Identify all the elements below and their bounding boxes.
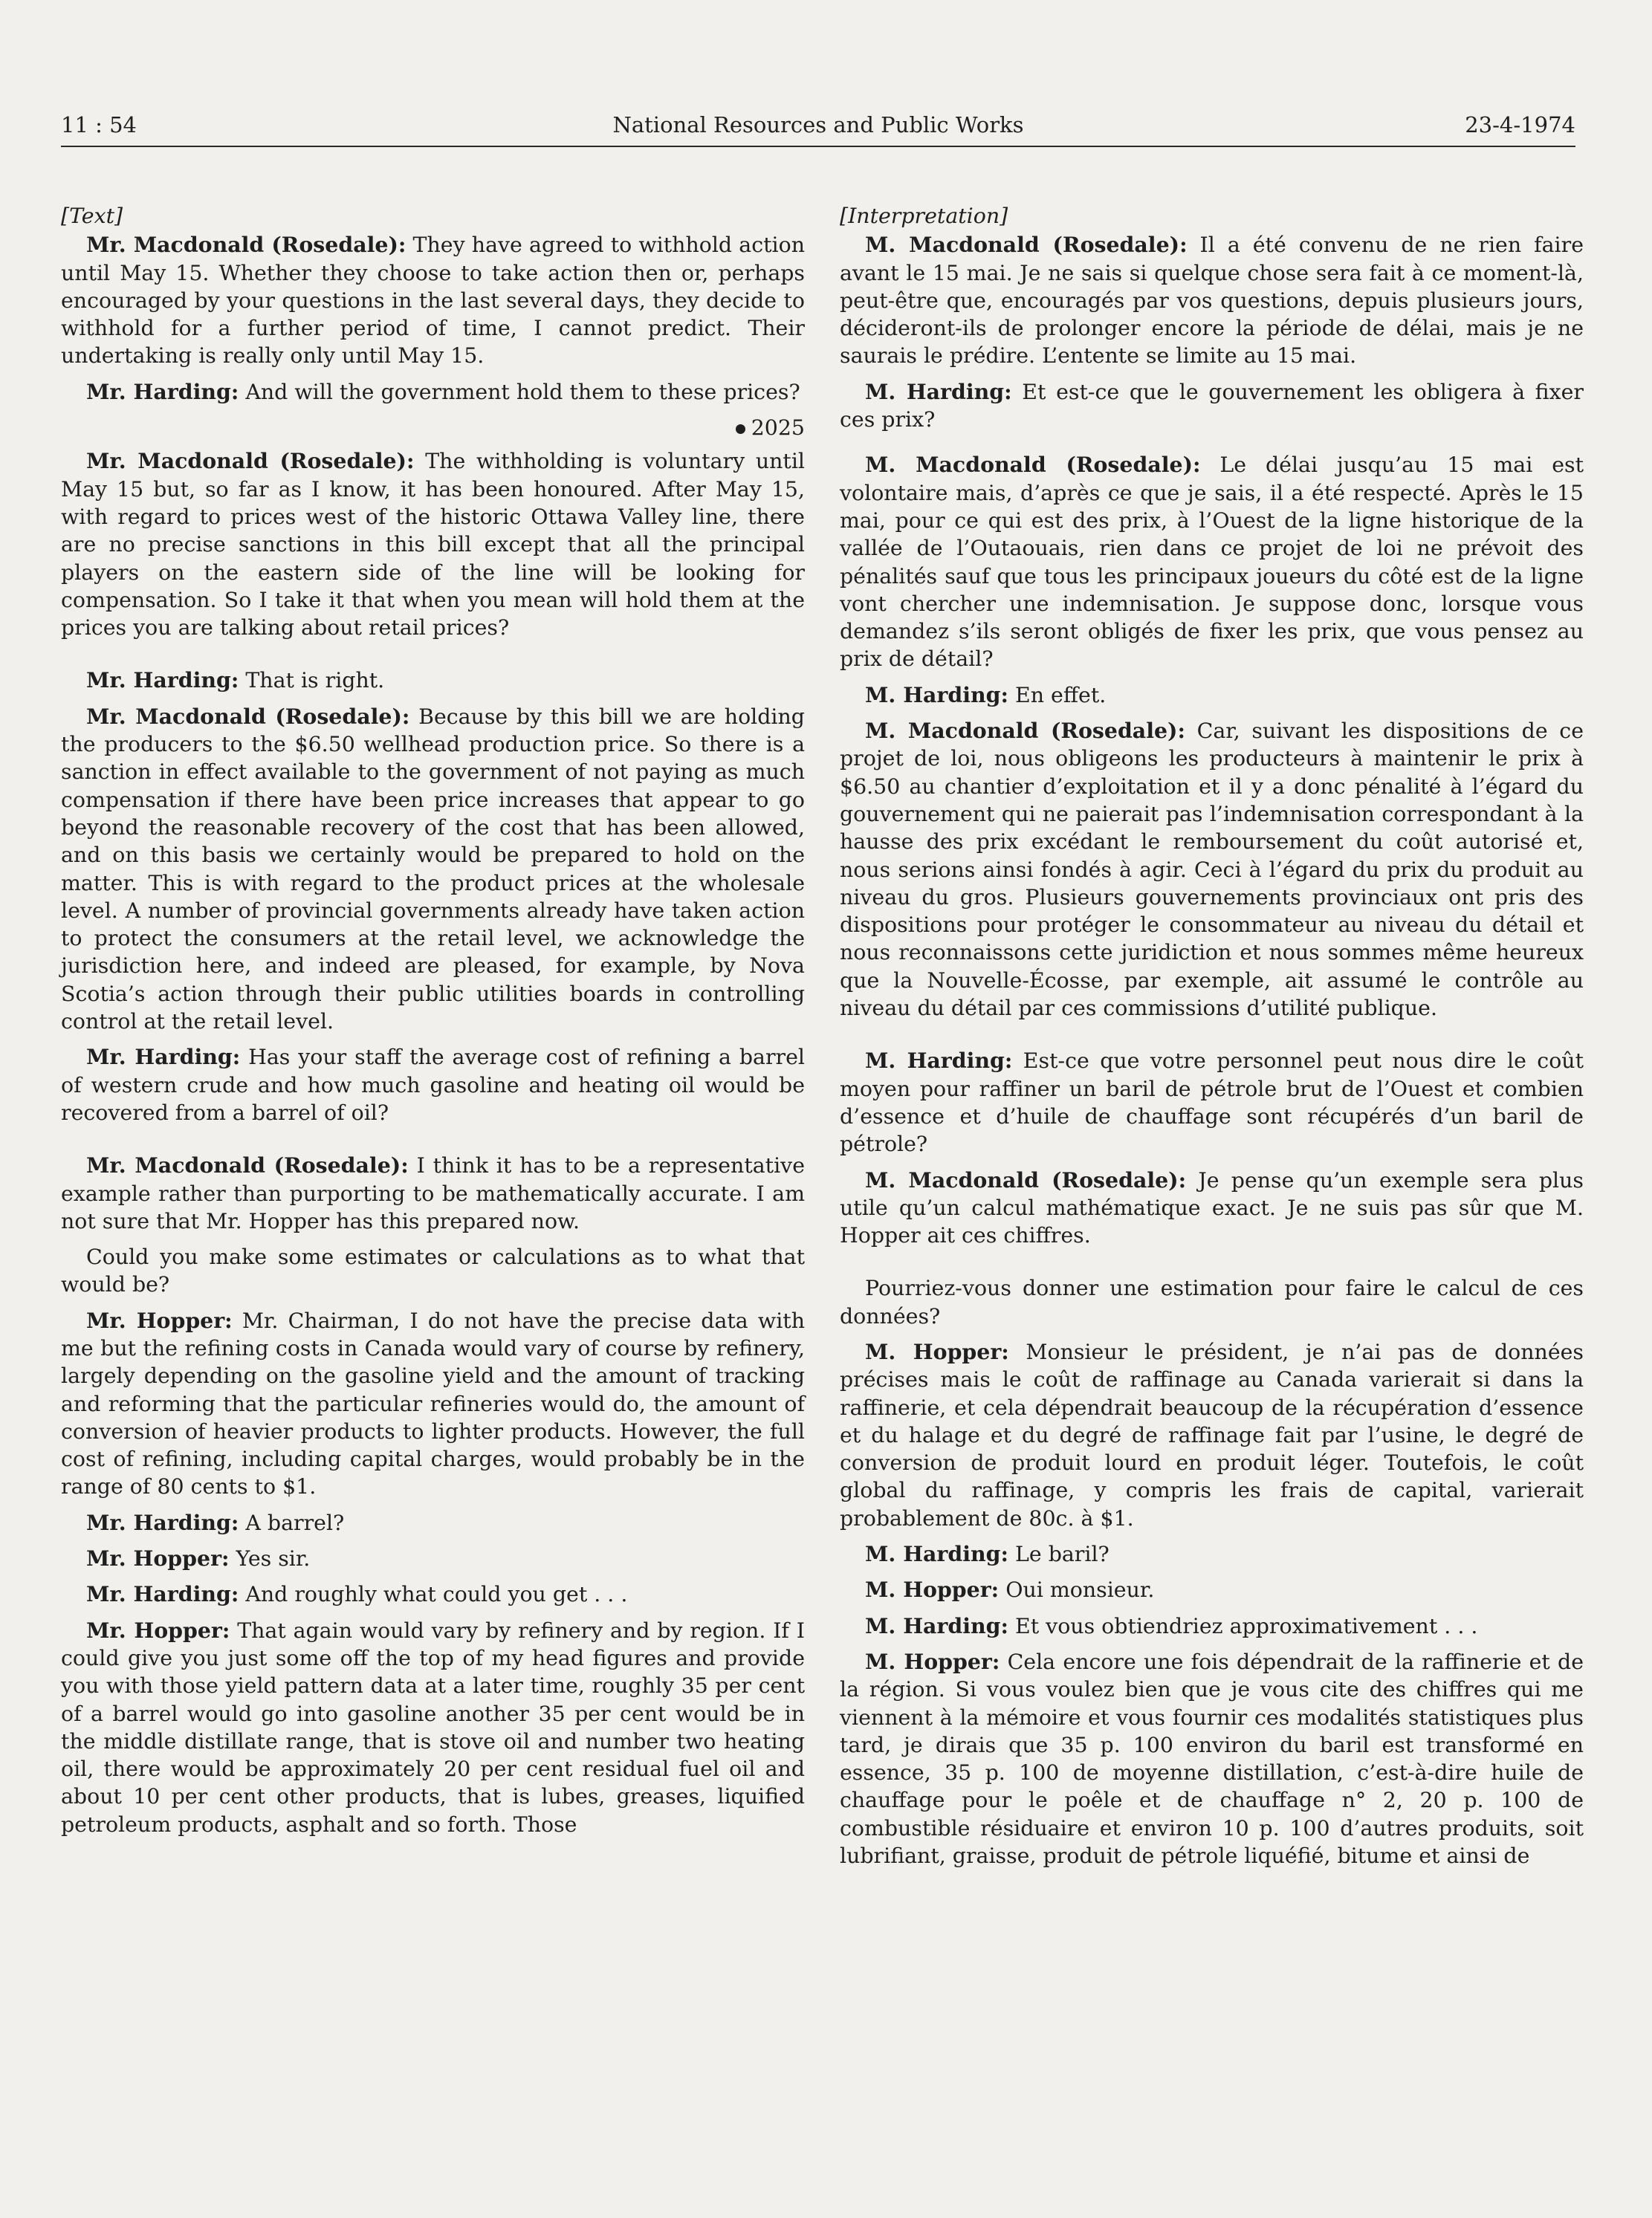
paragraph-text: That is right.: [239, 668, 385, 693]
speaker-name: M. Hopper:: [865, 1338, 1009, 1364]
english-column: [61, 202, 805, 1846]
speaker-name: Mr. Macdonald (Rosedale):: [86, 448, 415, 474]
paragraph-text: Est-ce que votre personnel peut nous dire le coût moyen pour raffiner un baril de pétrole brut de l’Ouest et combien d’essence et d’huile de chauffage sont récupérés d’un baril de pétrole?: [840, 1048, 1584, 1157]
paragraph-text: Could you make some estimates or calculations as to what that would be?: [61, 1245, 805, 1297]
speaker-name: M. Harding:: [865, 1612, 1008, 1638]
paragraph-text: Et est-ce que le gouvernement les obligera à fixer ces prix?: [840, 379, 1584, 432]
transcript-paragraph: [61, 703, 805, 1036]
transcript-paragraph: [61, 1152, 805, 1235]
paragraph-text: Le délai jusqu’au 15 mai est volontaire mais, d’après ce que je sais, il a été respecté. Après le 15 mai, pour ce qui est des prix, à l’Ouest de la ligne historique de la vallée de l’Outaouais, rien dans ce projet de loi ne prévoit des pénalités sauf que tous les principaux joueurs du côté est de la ligne vont chercher une indemnisation. Je suppose donc, lorsque vous demandez s’ils seront obligés de fixer les prix, que vous pensez au prix de détail?: [840, 453, 1584, 672]
transcript-paragraph: [61, 1580, 805, 1608]
speaker-name: Mr. Harding:: [86, 378, 239, 404]
transcript-paragraph: [61, 231, 805, 369]
paragraph-text: Mr. Chairman, I do not have the precise data with me but the refining costs in Canada would vary of course by refinery, largely depending on the gasoline yield and the amount of tracking and reforming that the particular refineries would do, the amount of conversion of heavier products to lighter products. However, the full cost of refining, including capital charges, would probably be in the range of 80 cents to $1.: [61, 1308, 805, 1499]
transcript-paragraph: [61, 378, 805, 406]
transcript-paragraph: [840, 681, 1584, 709]
speaker-name: M. Hopper:: [865, 1577, 1000, 1603]
section-label: [Interpretation]: [840, 204, 1008, 228]
transcript-paragraph: [840, 1047, 1584, 1158]
paragraph-text: Et vous obtiendriez approximativement . . .: [1008, 1613, 1478, 1638]
transcript-paragraph: [840, 1576, 1584, 1603]
speaker-name: Mr. Macdonald (Rosedale):: [86, 703, 410, 729]
transcript-paragraph: [840, 451, 1584, 672]
paragraph-text: Le baril?: [1008, 1542, 1110, 1567]
transcript-paragraph: [61, 667, 805, 694]
transcript-paragraph: [61, 1307, 805, 1501]
speaker-name: Mr. Macdonald (Rosedale):: [86, 232, 406, 258]
paragraph-text: Cela encore une fois dépendrait de la raffinerie et de la région. Si vous voulez bien que je vous cite des chiffres qui me viennent à la mémoire et vous fournir ces modalités statistiques plus tard, je dirais que 35 p. 100 environ du baril est transformé en essence, 35 p. 100 de moyenne distillation, c’est-à-dire huile de chauffage pour le poêle et de chauffage n° 2, 20 p. 100 de combustible résiduaire et environ 10 p. 100 d’autres produits, soit lubrifiant, graisse, produit de pétrole liquéfié, bitume et ainsi de: [840, 1649, 1584, 1869]
transcript-paragraph: [840, 717, 1584, 1022]
transcript-paragraph: [61, 1243, 805, 1299]
transcript-paragraph: [61, 1617, 805, 1838]
time-marker-value: 2025: [751, 415, 805, 441]
transcript-paragraph: [840, 1612, 1584, 1640]
speaker-name: Mr. Harding:: [86, 1044, 241, 1070]
paragraph-text: They have agreed to withhold action until May 15. Whether they choose to take action then or, perhaps encouraged by your questions in the last several days, they decide to withhold for a further period of time, I cannot predict. Their undertaking is really only until May 15.: [61, 233, 805, 369]
time-marker: [61, 414, 805, 441]
transcript-paragraph: [840, 1167, 1584, 1250]
paragraph-text: Car, suivant les dispositions de ce projet de loi, nous obligeons les producteurs à maintenir le prix à $6.50 au chantier d’exploitation et il y a donc pénalité à l’égard du gouvernement qui ne paierait pas l’indemnisation correspondant à la hausse des prix excédant le remboursement du coût autorisé et, nous serions ainsi fondés à agir. Ceci à l’égard du prix du produit au niveau du gros. Plusieurs gouvernements provinciaux ont pris des dispositions pour protéger le consommateur au niveau du détail et nous reconnaissons cette juridiction et nous sommes même heureux que la Nouvelle-Écosse, par exemple, ait assumé le contrôle au niveau du détail par ces commissions d’utilité publique.: [840, 719, 1584, 1021]
speaker-name: M. Harding:: [865, 1048, 1013, 1074]
speaker-name: M. Harding:: [865, 1541, 1008, 1567]
speaker-name: Mr. Hopper:: [86, 1307, 233, 1333]
page-header: [61, 108, 1575, 147]
paragraph-text: Pourriez-vous donner une estimation pour faire le calcul de ces données?: [840, 1276, 1584, 1329]
transcript-paragraph: [840, 1540, 1584, 1568]
transcript-paragraph: [61, 447, 805, 641]
section-label: [Text]: [61, 204, 123, 228]
page-number: 11 : 54: [61, 112, 137, 137]
speaker-name: Mr. Hopper:: [86, 1617, 230, 1643]
paragraph-text: That again would vary by refinery and by region. If I could give you just some off the top of my head figures and provide you with those yield pattern data at a later time, roughly 35 per cent of a barrel would go into gasoline another 35 per cent would be in the middle distillate range, that is stove oil and number two heating oil, there would be approximately 20 per cent residual fuel oil and about 10 per cent other products, that is lubes, greases, liquified petroleum products, asphalt and so forth. Those: [61, 1618, 805, 1837]
paragraph-text: Je pense qu’un exemple sera plus utile qu’un calcul mathématique exact. Je ne suis pas sûr que M. Hopper ait ces chiffres.: [840, 1167, 1584, 1248]
paragraph-text: En effet.: [1008, 682, 1107, 707]
transcript-paragraph: [840, 378, 1584, 434]
transcript-paragraph: [840, 1274, 1584, 1330]
paragraph-text: The withholding is voluntary until May 15 but, so far as I know, it has been honoured. After May 15, with regard to prices west of the historic Ottawa Valley line, there are no precise sanctions in this bill except that all the principal players on the eastern side of the line will be looking for compensation. So I take it that when you mean will hold them at the prices you are talking about retail prices?: [61, 449, 805, 641]
speaker-name: Mr. Hopper:: [86, 1546, 230, 1572]
paragraph-text: Has your staff the average cost of refining a barrel of western crude and how much gasoline and heating oil would be recovered from a barrel of oil?: [61, 1045, 805, 1125]
paragraph-text: Monsieur le président, je n’ai pas de données précises mais le coût de raffinage au Canada varierait si dans la raffinerie, et cela dépendrait beaucoup de la récupération d’essence et du halage et du degré de raffinage fait par l’usine, le degré de conversion de produit lourd en produit léger. Toutefois, le coût global du raffinage, y compris les frais de capital, varierait probablement de 80c. à $1.: [840, 1339, 1584, 1531]
transcript-paragraph: [61, 1043, 805, 1126]
speaker-name: Mr. Harding:: [86, 1509, 239, 1535]
paragraph-text: A barrel?: [239, 1510, 345, 1535]
speaker-name: M. Macdonald (Rosedale):: [865, 1167, 1187, 1193]
paragraph-text: Il a été convenu de ne rien faire avant le 15 mai. Je ne sais si quelque chose sera fait à ce moment-là, peut-être que, encouragés par vos questions, depuis plusieurs jours, décideront-ils de prolonger encore la période de délai, mais je ne saurais le prédire. L’entente se limite au 15 mai.: [840, 233, 1584, 369]
transcript-paragraph: [840, 1648, 1584, 1870]
transcript-paragraph: [61, 1545, 805, 1572]
speaker-name: M. Harding:: [865, 681, 1008, 707]
speaker-name: M. Macdonald (Rosedale):: [865, 718, 1185, 744]
transcript-paragraph: [840, 231, 1584, 369]
paragraph-text: And will the government hold them to these prices?: [239, 379, 800, 404]
speaker-name: Mr. Macdonald (Rosedale):: [86, 1152, 409, 1178]
speaker-name: M. Hopper:: [865, 1648, 1000, 1674]
bullet-icon: [736, 424, 745, 434]
speaker-name: Mr. Harding:: [86, 667, 239, 693]
page-date: 23-4-1974: [1465, 112, 1575, 137]
speaker-name: Mr. Harding:: [86, 1581, 239, 1607]
speaker-name: M. Harding:: [865, 378, 1012, 404]
transcript-paragraph: [840, 1338, 1584, 1532]
paragraph-text: I think it has to be a representative example rather than purporting to be mathematically accurate. I am not sure that Mr. Hopper has this prepared now.: [61, 1153, 805, 1233]
paragraph-text: And roughly what could you get . . .: [239, 1582, 628, 1607]
paragraph-text: Yes sir.: [229, 1546, 311, 1572]
transcript-paragraph: [61, 1509, 805, 1537]
speaker-name: M. Macdonald (Rosedale):: [865, 452, 1201, 478]
publication-title: National Resources and Public Works: [612, 112, 1024, 137]
speaker-name: M. Macdonald (Rosedale):: [865, 232, 1188, 258]
paragraph-text: Oui monsieur.: [999, 1577, 1155, 1603]
french-column: [840, 202, 1584, 1878]
paragraph-text: Because by this bill we are holding the producers to the $6.50 wellhead production price. So there is a sanction in effect available to the government of not paying as much compensation if there have been price increases that appear to go beyond the reasonable recovery of the cost that has been allowed, and on this basis we certainly would be prepared to hold on the matter. This is with regard to the product prices at the wholesale level. A number of provincial governments already have taken action to protect the consumers at the retail level, we acknowledge the jurisdiction here, and indeed are pleased, for example, by Nova Scotia’s action through their public utilities boards in controlling control at the retail level.: [61, 704, 805, 1034]
